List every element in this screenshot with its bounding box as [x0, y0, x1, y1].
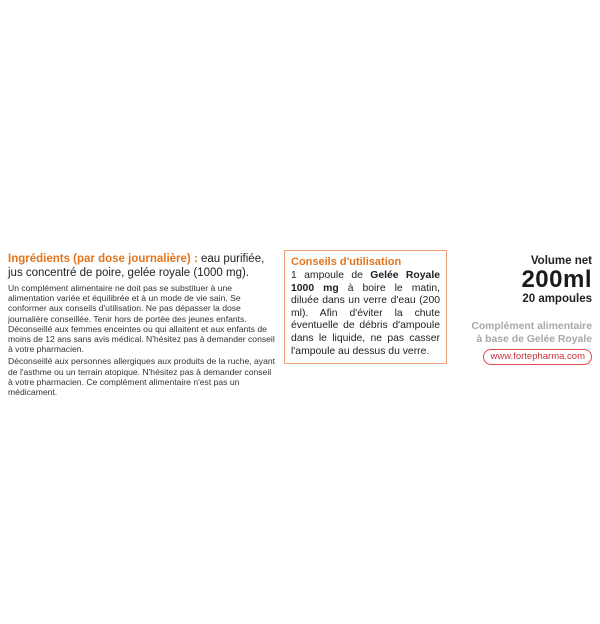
product-description-line1: Complément alimentaire [471, 321, 592, 332]
right-column [442, 254, 592, 365]
ingredients-paragraph [8, 252, 278, 280]
volume-label: Volume net [530, 255, 592, 267]
warning-paragraph-2: Déconseillé aux personnes allergiques aux produits de la ruche, ayant de l'asthme ou un terrain atopique. N'hésitez pas à demander conseil à votre pharmacien. Ce complément alimentaire n'est pas un médicament. [8, 356, 276, 398]
warning-paragraph-1: Un complément alimentaire ne doit pas se substituer à une alimentation variée et équilibrée et à un mode de vie sain. Se conformer aux conseils d'utilisation. Ne pas dépasser la dose journalière conseillée. Tenir hors de portée des jeunes enfants. Déconseillé aux femmes enceintes ou qui allaitent et aux enfants de moins de 12 ans sans avis médical. N'hésitez pas à demander conseil à votre pharmacien. [8, 283, 275, 355]
usage-text-post: à boire le matin, diluée dans un verre d'eau (200 ml). Afin d'éviter la chute éventuelle de débris d'ampoule dans le liquide, ne pas casser l'ampoule au dessus du verre. [291, 282, 440, 357]
ingredients-text: eau purifiée, jus concentré de poire, gelée royale (1000 mg). [8, 253, 265, 279]
volume-value: 200ml [521, 266, 592, 293]
usage-product-name: Gelée Royale 1000 mg [291, 270, 440, 294]
ampoule-count: 20 ampoules [522, 293, 592, 305]
product-description [442, 320, 592, 346]
usage-title: Conseils d'utilisation [291, 256, 402, 268]
usage-text [291, 270, 440, 358]
usage-text-pre: 1 ampoule de [291, 270, 371, 281]
ingredients-label: Ingrédients (par dose journalière) : [8, 253, 198, 265]
website-link[interactable]: www.fortepharma.com [483, 349, 592, 365]
warnings-section [8, 283, 278, 397]
product-description-line2: à base de Gelée Royale [476, 334, 592, 345]
left-column [8, 252, 278, 397]
usage-box [284, 250, 447, 364]
